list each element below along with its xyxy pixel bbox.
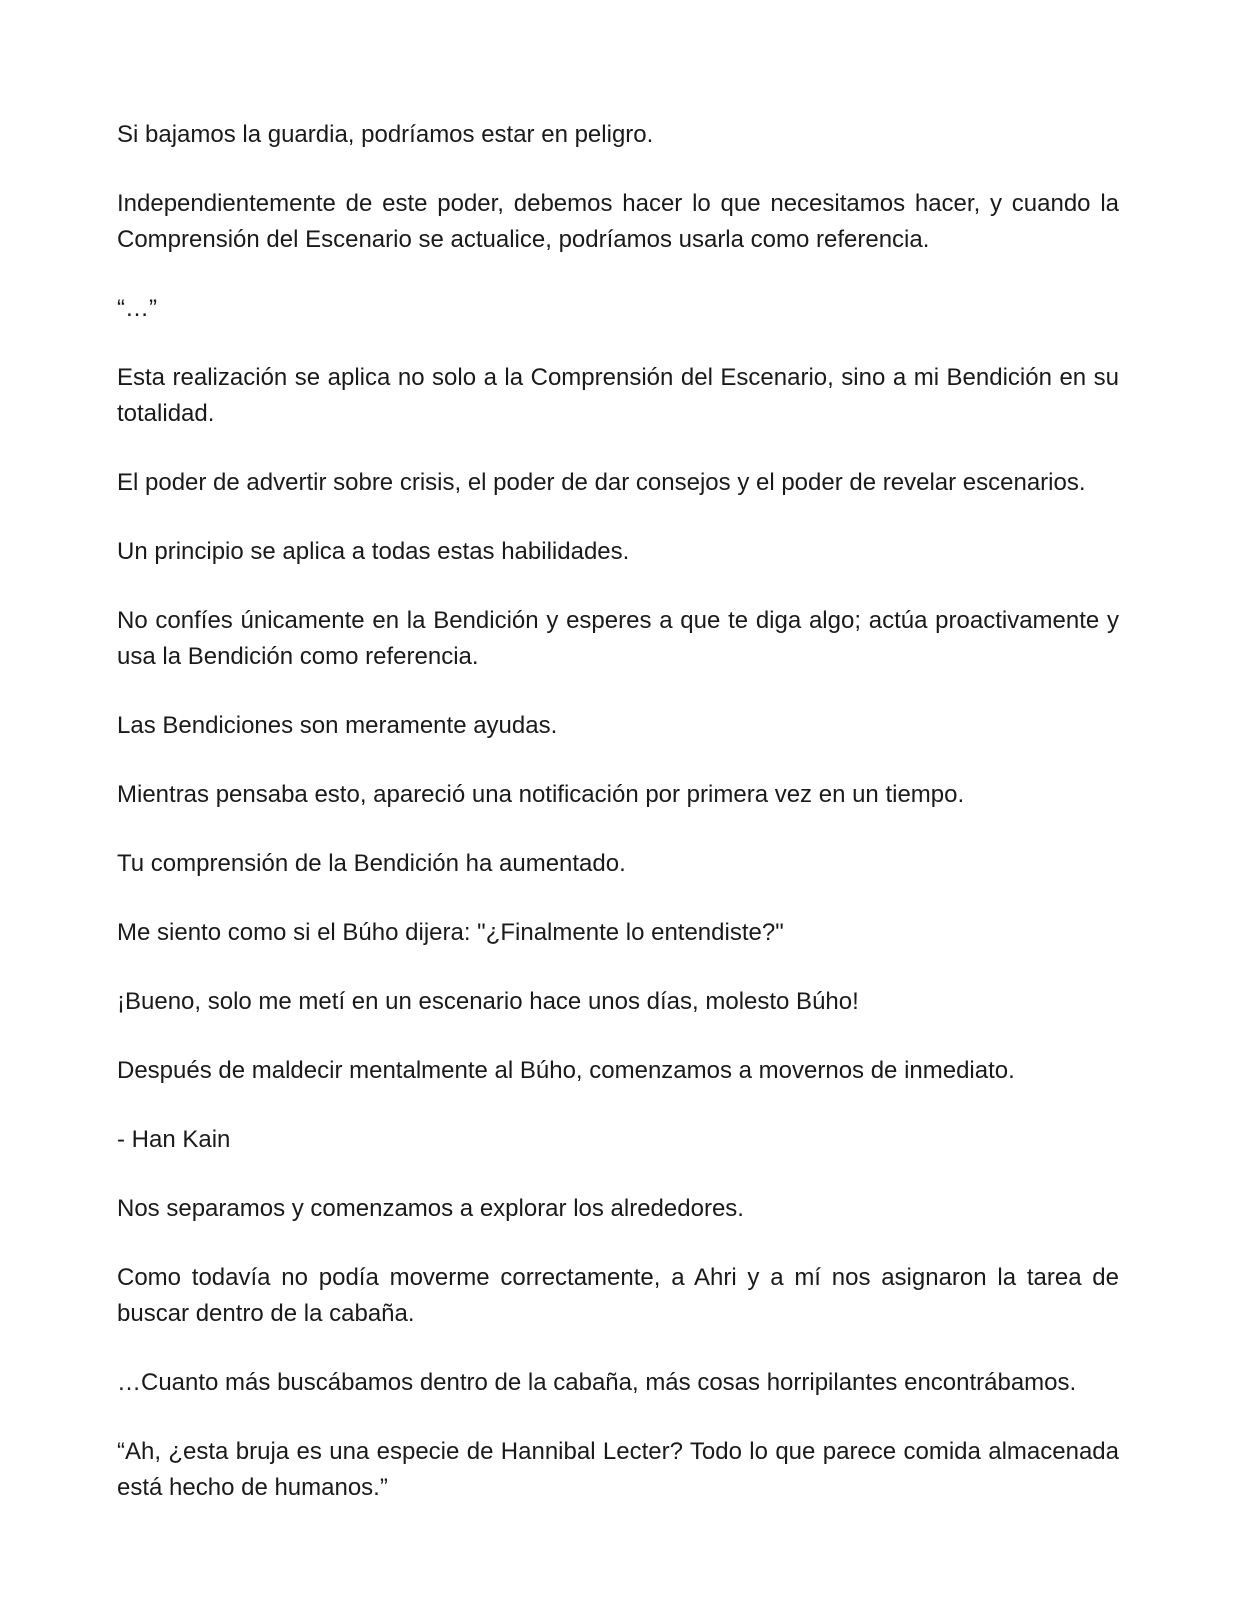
paragraph: Esta realización se aplica no solo a la Comprensión del Escenario, sino a mi Bendición en su totalidad.	[117, 364, 1119, 427]
paragraph: “…”	[117, 295, 157, 322]
paragraph: ¡Bueno, solo me metí en un escenario hace unos días, molesto Búho!	[117, 988, 859, 1015]
paragraph: Independientemente de este poder, debemos hacer lo que necesitamos hacer, y cuando la Comprensión del Escenario se actualice, podríamos usarla como referencia.	[117, 190, 1119, 253]
document-body	[117, 117, 1119, 1539]
paragraph: …Cuanto más buscábamos dentro de la cabaña, más cosas horripilantes encontrábamos.	[117, 1369, 1077, 1396]
paragraph: “Ah, ¿esta bruja es una especie de Hannibal Lecter? Todo lo que parece comida almacenada está hecho de humanos.”	[117, 1438, 1119, 1501]
paragraph: Si bajamos la guardia, podríamos estar en peligro.	[117, 121, 654, 148]
paragraph: Las Bendiciones son meramente ayudas.	[117, 712, 558, 739]
paragraph: - Han Kain	[117, 1126, 231, 1153]
paragraph: Me siento como si el Búho dijera: "¿Finalmente lo entendiste?"	[117, 919, 784, 946]
paragraph: Después de maldecir mentalmente al Búho, comenzamos a movernos de inmediato.	[117, 1057, 1015, 1084]
paragraph: Nos separamos y comenzamos a explorar los alrededores.	[117, 1195, 744, 1222]
paragraph: Mientras pensaba esto, apareció una notificación por primera vez en un tiempo.	[117, 781, 965, 808]
paragraph: Tu comprensión de la Bendición ha aumentado.	[117, 850, 626, 877]
paragraph: El poder de advertir sobre crisis, el poder de dar consejos y el poder de revelar escenarios.	[117, 469, 1086, 496]
paragraph: Un principio se aplica a todas estas habilidades.	[117, 538, 630, 565]
paragraph: Como todavía no podía moverme correctamente, a Ahri y a mí nos asignaron la tarea de buscar dentro de la cabaña.	[117, 1264, 1119, 1327]
paragraph: No confíes únicamente en la Bendición y esperes a que te diga algo; actúa proactivamente y usa la Bendición como referencia.	[117, 607, 1119, 670]
